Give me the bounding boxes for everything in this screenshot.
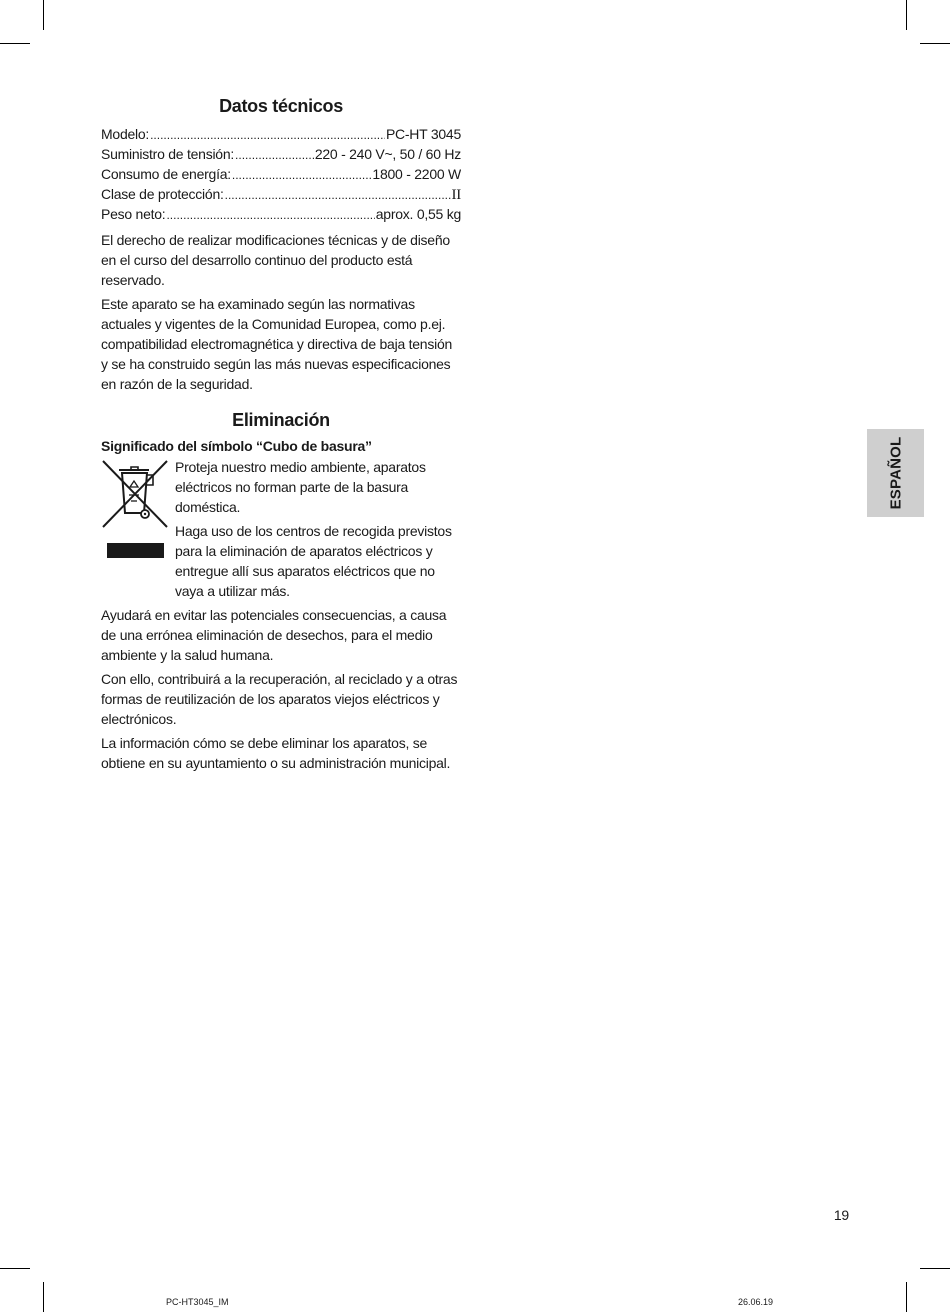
- crossed-out-wheelie-bin-icon: [101, 459, 169, 559]
- language-tab: [867, 429, 924, 517]
- spec-label: Consumo de energía:: [101, 166, 231, 182]
- disposal-subheading: Significado del símbolo “Cubo de basura”: [101, 438, 372, 454]
- bin-paragraph: Haga uso de los centros de recogida previstos para la eliminación de aparatos eléctricos y entregue allí sus aparatos eléctricos que no vaya a utilizar más.: [175, 523, 452, 599]
- spec-value: aprox. 0,55 kg: [375, 206, 461, 222]
- tech-section-title: Datos técnicos: [219, 96, 343, 116]
- spec-label: Suministro de tensión:: [101, 146, 235, 162]
- footer-document-id: PC-HT3045_IM: [166, 1297, 229, 1307]
- body-paragraph: La información cómo se debe eliminar los aparatos, se obtiene en su ayuntamiento o su administración municipal.: [101, 735, 451, 771]
- disposal-section-title: Eliminación: [232, 410, 330, 430]
- spec-list: [101, 124, 461, 224]
- spec-label: Peso neto:: [101, 206, 166, 222]
- spec-value: PC-HT 3045: [385, 126, 461, 142]
- language-tab-label: ESPAÑOL: [887, 436, 904, 510]
- crop-mark: [43, 1282, 44, 1312]
- body-paragraph: Con ello, contribuirá a la recuperación, al reciclado y a otras formas de reutilización de los aparatos viejos eléctricos y electrónicos.: [101, 671, 458, 727]
- spec-row: [101, 164, 461, 184]
- body-paragraph: El derecho de realizar modificaciones técnicas y de diseño en el curso del desarrollo continuo del producto está reservado.: [101, 232, 450, 288]
- page-number: 19: [833, 1207, 849, 1223]
- content-column: [101, 96, 461, 773]
- crop-mark: [920, 43, 950, 44]
- body-paragraph: Este aparato se ha examinado según las normativas actuales y vigentes de la Comunidad Europea, como p.ej. compatibilidad electromagnética y directiva de baja tensión y se ha construido según las más nuevas especificaciones en razón de la seguridad.: [101, 296, 453, 392]
- bin-symbol-block: [101, 457, 461, 601]
- spec-value: 220 - 240 V~, 50 / 60 Hz: [314, 146, 461, 162]
- crop-mark: [920, 1268, 950, 1269]
- spec-row: [101, 204, 461, 224]
- spec-label: Modelo:: [101, 126, 150, 142]
- body-paragraph: Ayudará en evitar las potenciales consecuencias, a causa de una errónea eliminación de desechos, para el medio ambiente y la salud humana.: [101, 607, 447, 663]
- crop-mark: [906, 0, 907, 30]
- spec-row: [101, 144, 461, 164]
- crop-mark: [906, 1282, 907, 1312]
- spec-value: II: [451, 187, 461, 203]
- bin-paragraph: Proteja nuestro medio ambiente, aparatos eléctricos no forman parte de la basura doméstica.: [175, 459, 426, 515]
- footer-date: 26.06.19: [738, 1297, 774, 1307]
- spec-label: Clase de protección:: [101, 186, 224, 202]
- spec-row: [101, 124, 461, 144]
- spec-row: [101, 184, 461, 204]
- crop-mark: [43, 0, 44, 30]
- spec-value: 1800 - 2200 W: [372, 166, 461, 182]
- crop-mark: [0, 43, 30, 44]
- crop-mark: [0, 1268, 30, 1269]
